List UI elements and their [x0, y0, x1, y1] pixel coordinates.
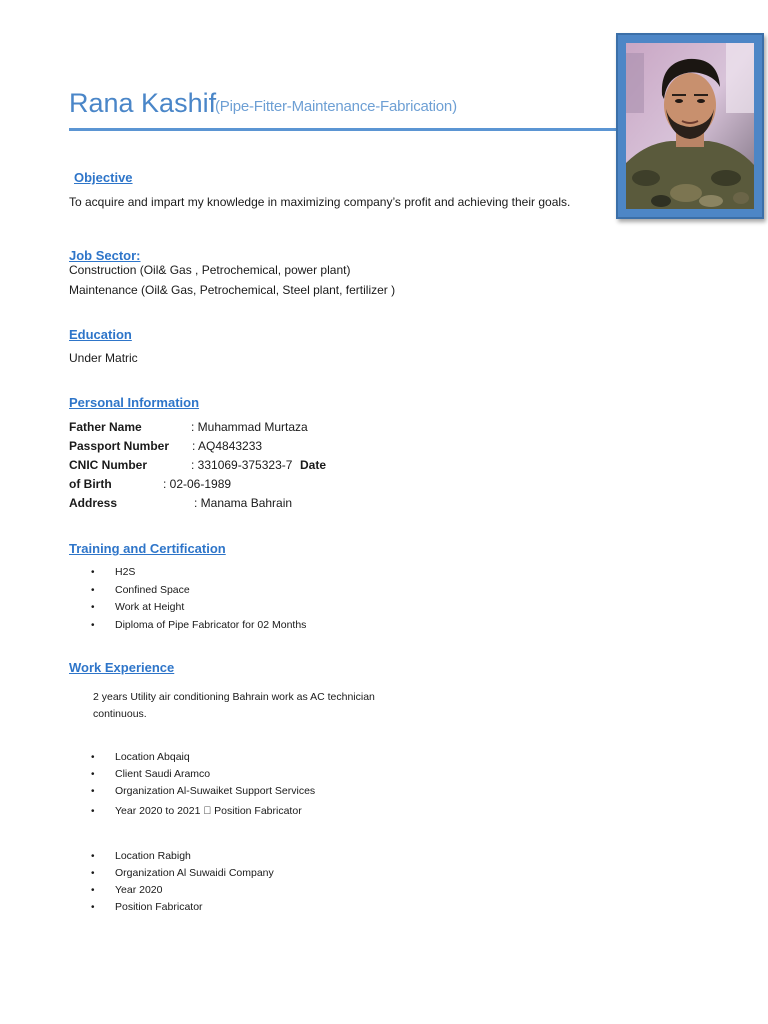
training-item: Confined Space	[115, 584, 190, 596]
bullet-icon: •	[91, 851, 95, 862]
passport-label: Passport Number	[69, 439, 170, 453]
dob-value: : 02-06-1989	[163, 477, 232, 491]
job-sector-line: Maintenance (Oil& Gas, Petrochemical, Steel plant, fertilizer )	[69, 283, 396, 297]
experience-item: Location Rabigh	[115, 850, 191, 862]
training-item: Diploma of Pipe Fabricator for 02 Months	[115, 619, 307, 631]
bullet-icon: •	[91, 806, 95, 817]
bullet-icon: •	[91, 885, 95, 896]
experience-item: Organization Al Suwaidi Company	[115, 867, 274, 879]
cnic-value: : 331069-375323-7	[191, 458, 293, 472]
job-sector-line: Construction (Oil& Gas , Petrochemical, power plant)	[69, 263, 351, 277]
passport-value: : AQ4843233	[192, 439, 263, 453]
experience-item: Location Abqaiq	[115, 751, 190, 763]
training-heading: Training and Certification	[69, 541, 226, 556]
work-experience-heading: Work Experience	[69, 660, 175, 675]
bullet-icon: •	[91, 786, 95, 797]
bullet-icon: •	[91, 602, 95, 613]
address-label: Address	[69, 496, 118, 510]
bullet-icon: •	[91, 585, 95, 596]
experience-item: Organization Al-Suwaiket Support Services	[115, 785, 316, 797]
education-text: Under Matric	[69, 351, 138, 365]
candidate-title: (Pipe-Fitter-Maintenance-Fabrication)	[215, 98, 457, 115]
bullet-icon: •	[91, 752, 95, 763]
experience-item: Year 2020 to 2021 Position Fabricator	[115, 805, 291, 817]
candidate-name: Rana Kashif	[69, 88, 217, 118]
bullet-icon: •	[91, 868, 95, 879]
bullet-icon: •	[91, 620, 95, 631]
work-summary: 2 years Utility air conditioning Bahrain work as AC technician	[93, 691, 375, 703]
address-value: : Manama Bahrain	[194, 496, 293, 510]
dob-label-part1: Date	[300, 458, 327, 472]
experience-item: Position Fabricator	[115, 901, 203, 913]
dob-label-part2: of Birth	[69, 477, 112, 491]
job-sector-heading: Job Sector:	[69, 248, 141, 263]
portrait-image	[626, 43, 754, 209]
personal-info-heading: Personal Information	[69, 395, 200, 410]
education-heading: Education	[69, 327, 132, 342]
objective-heading: Objective	[74, 170, 133, 185]
objective-text: To acquire and impart my knowledge in maximizing company’s profit and achieving their goals.	[69, 195, 571, 209]
bullet-icon: •	[91, 902, 95, 913]
work-summary: continuous.	[93, 708, 147, 720]
profile-photo	[616, 33, 764, 219]
experience-item: Year 2020	[115, 884, 163, 896]
father-name-label: Father Name	[69, 420, 142, 434]
cnic-label: CNIC Number	[69, 458, 148, 472]
bullet-icon: •	[91, 567, 95, 578]
bullet-icon: •	[91, 769, 95, 780]
title-divider	[69, 128, 619, 131]
experience-item: Client Saudi Aramco	[115, 768, 211, 780]
training-item: Work at Height	[115, 601, 185, 613]
training-item: H2S	[115, 566, 136, 578]
father-name-value: : Muhammad Murtaza	[191, 420, 308, 434]
